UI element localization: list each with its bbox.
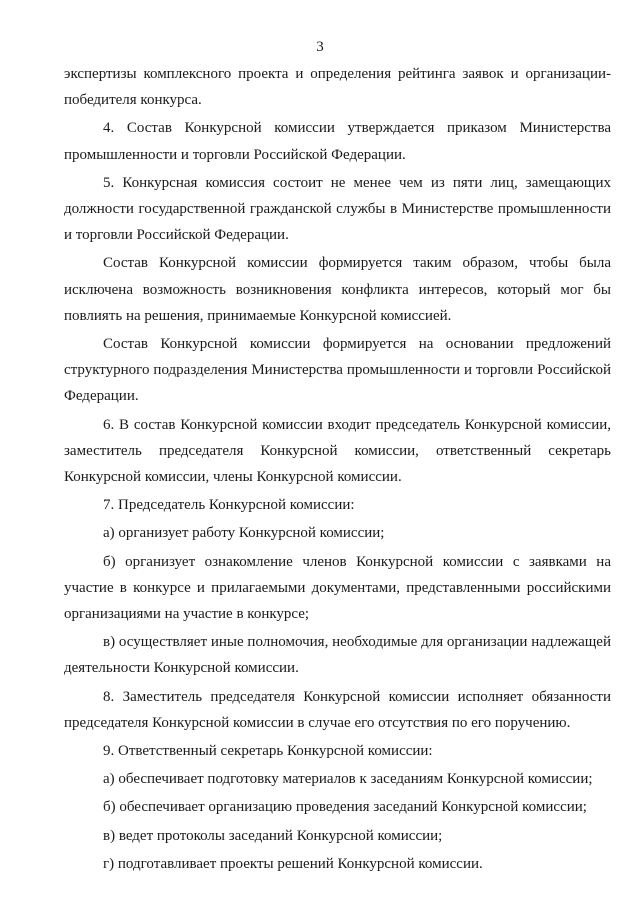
paragraph-item-9: 9. Ответственный секретарь Конкурсной комиссии: [103,743,433,760]
paragraph-item-5: 5. Конкурсная комиссия состоит не менее чем из пяти лиц, замещающих должности государственной гражданской службы в Министерстве промышленности и торговли Российской Федерации. [64,174,611,244]
document-body [64,61,611,877]
paragraph-item-7v: в) осуществляет иные полномочия, необходимые для организации надлежащей деятельности Конкурсной комиссии. [64,634,611,677]
paragraph-item-6: 6. В состав Конкурсной комиссии входит председатель Конкурсной комиссии, заместитель председателя Конкурсной комиссии, ответственный секретарь Конкурсной комиссии, члены Конкурсной комиссии. [64,416,611,486]
paragraph-item-8: 8. Заместитель председателя Конкурсной комиссии исполняет обязанности председателя Конкурсной комиссии в случае его отсутствия по его поручению. [64,688,611,731]
paragraph-composition-basis: Состав Конкурсной комиссии формируется на основании предложений структурного подразделения Министерства промышленности и торговли Российской Федерации. [64,336,611,405]
paragraph-continuation: экспертизы комплексного проекта и определения рейтинга заявок и организации-победителя конкурса. [64,66,611,109]
paragraph-conflict-of-interest: Состав Конкурсной комиссии формируется таким образом, чтобы была исключена возможность возникновения конфликта интересов, который мог бы повлиять на решения, принимаемые Конкурсной комиссией. [64,255,611,324]
paragraph-item-7a: а) организует работу Конкурсной комиссии; [103,525,385,542]
paragraph-item-9a: а) обеспечивает подготовку материалов к заседаниям Конкурсной комиссии; [103,771,593,788]
page-number: 3 [316,39,324,55]
paragraph-item-7: 7. Председатель Конкурсной комиссии: [103,497,355,514]
paragraph-item-9b: б) обеспечивает организацию проведения заседаний Конкурсной комиссии; [103,799,587,816]
paragraph-item-4: 4. Состав Конкурсной комиссии утверждается приказом Министерства промышленности и торговли Российской Федерации. [64,120,611,163]
paragraph-item-9g: г) подготавливает проекты решений Конкурсной комиссии. [103,855,483,872]
paragraph-item-9v: в) ведет протоколы заседаний Конкурсной комиссии; [103,827,443,844]
paragraph-item-7b: б) организует ознакомление членов Конкурсной комиссии с заявками на участие в конкурсе и прилагаемыми документами, представленными российскими организациями на участие в конкурсе; [64,553,611,623]
